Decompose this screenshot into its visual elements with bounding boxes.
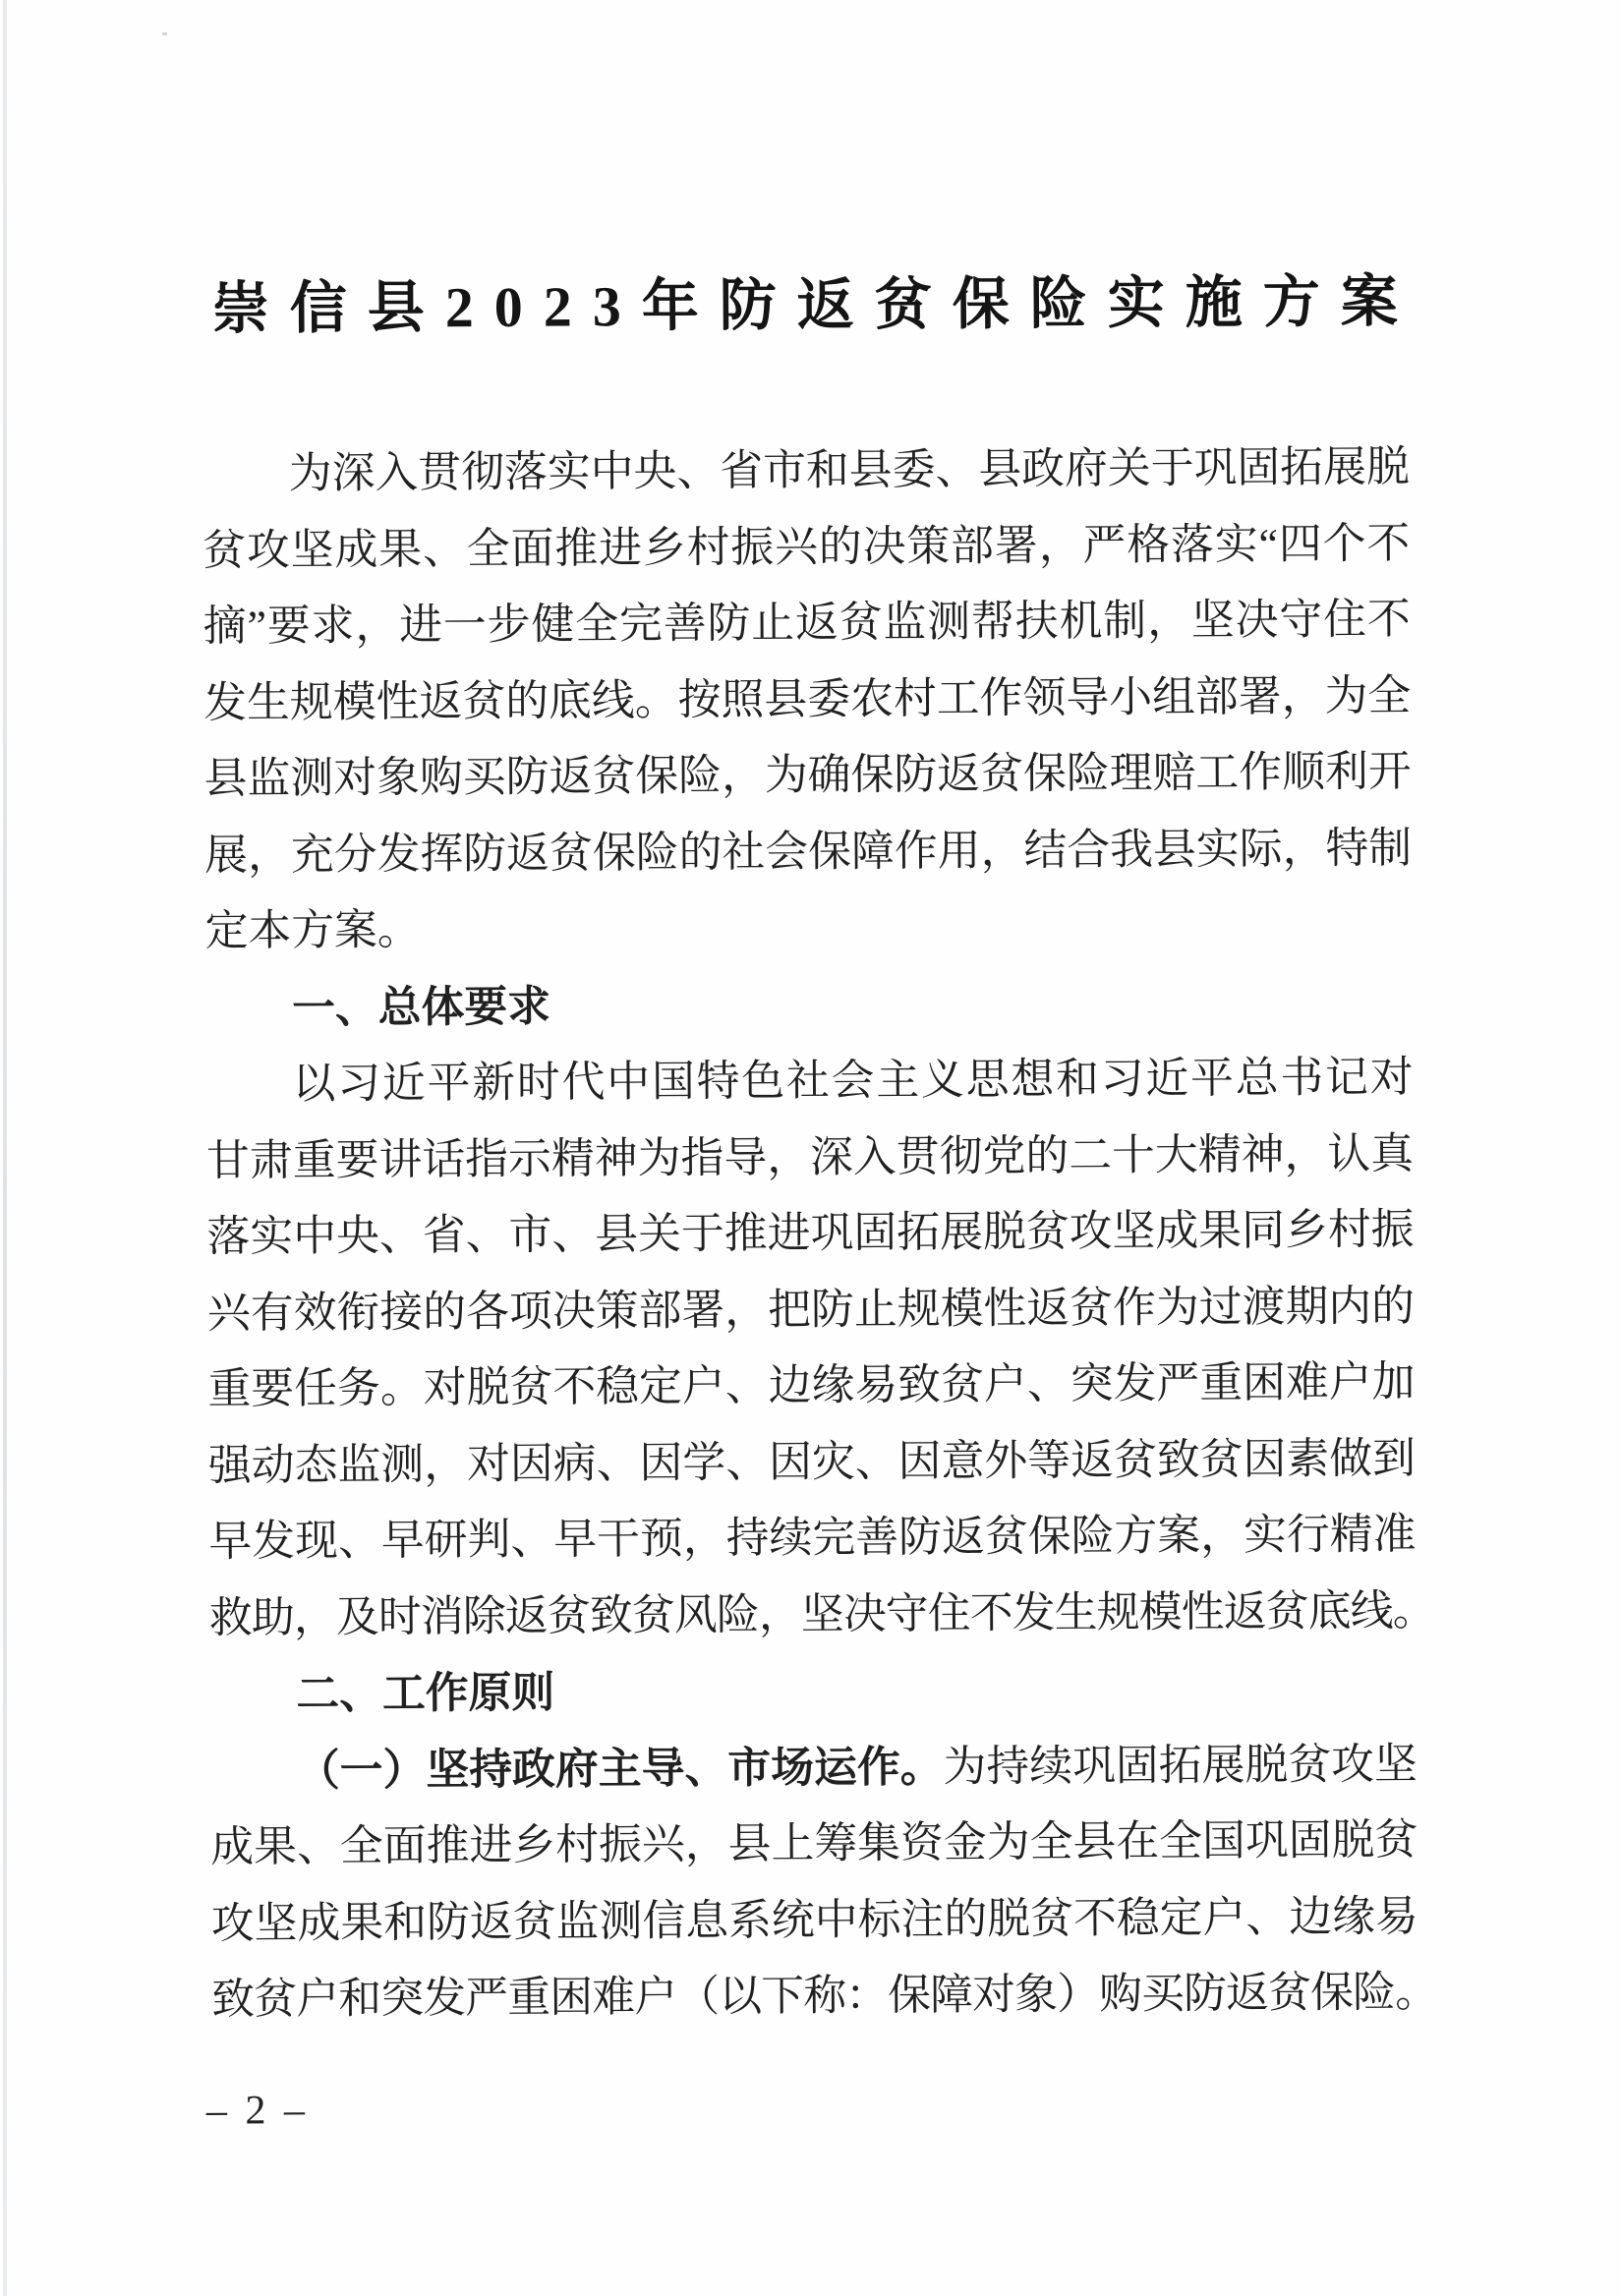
page-number: – 2 –: [205, 2088, 310, 2134]
text-line: [203, 734, 1411, 818]
text-line: [208, 1574, 1435, 1657]
text-line: [210, 1803, 1418, 1886]
text-line: [208, 1497, 1416, 1580]
text-line: [210, 1727, 1418, 1810]
document-body: [202, 430, 1438, 2038]
text-run: 早发现、早研判、早干预，持续完善防返贫保险方案，实行精准: [208, 1511, 1417, 1566]
text-line: [211, 1879, 1418, 1963]
text-line: [206, 1117, 1414, 1200]
text-run: 兴有效衔接的各项决策部署，把防止规模性返贫作为过渡期内的: [206, 1282, 1416, 1338]
text-line: [208, 1421, 1416, 1505]
text-run: 甘肃重要讲话指示精神为指导，深入贯彻党的二十大精神，认真: [205, 1129, 1415, 1185]
text-line: [205, 1040, 1413, 1123]
text-line: [211, 1955, 1438, 2038]
document-title: 崇信县2023年防返贫保险实施方案: [211, 269, 1418, 341]
text-run: 贫攻坚成果、全面推进乡村振兴的决策部署，严格落实“四个不: [202, 519, 1411, 575]
emphasized-text-run: （一）坚持政府主导、市场运作。: [296, 1743, 944, 1795]
text-line: [202, 506, 1410, 590]
text-line: [202, 430, 1410, 513]
text-line: [203, 582, 1411, 665]
text-line: [206, 1192, 1414, 1276]
text-run: 致贫户和突发严重困难户（以下称：保障对象）购买防返贫保险。: [211, 1969, 1438, 2024]
emphasized-text-run: 一、总体要求: [291, 982, 551, 1032]
text-line: [204, 811, 1412, 894]
text-run: 定本方案。: [204, 906, 421, 955]
text-run: 救助，及时消除返贫致贫风险，坚决守住不发生规模性返贫底线。: [208, 1586, 1435, 1642]
text-line: [203, 659, 1411, 742]
emphasized-text-run: 二、工作原则: [296, 1668, 555, 1719]
text-run: 展，充分发挥防返贫保险的社会保障作用，结合我县实际，特制: [204, 824, 1413, 880]
text-line: [204, 887, 1412, 970]
text-run: 县监测对象购买防返贫保险，为确保防返贫保险理赔工作顺利开: [203, 748, 1412, 803]
text-run: 以习近平新时代中国特色社会主义思想和习近平总书记对: [292, 1054, 1414, 1109]
text-line: [207, 1345, 1415, 1428]
text-run: 落实中央、省、市、县关于推进巩固拓展脱贫攻坚成果同乡村振: [206, 1206, 1415, 1261]
text-run: 摘”要求，进一步健全完善防止返贫监测帮扶机制，坚决守住不: [202, 596, 1411, 651]
heading-line: [205, 963, 1413, 1048]
text-run: 成果、全面推进乡村振兴，县上筹集资金为全县在全国巩固脱贫: [210, 1816, 1418, 1871]
text-run: 强动态监测，对因病、因学、因灾、因意外等返贫致贫因素做到: [207, 1434, 1417, 1490]
heading-line: [209, 1649, 1417, 1734]
text-run: 为持续巩固拓展脱贫攻坚: [943, 1740, 1418, 1791]
text-run: 重要任务。对脱贫不稳定户、边缘易致贫户、突发严重困难户加: [207, 1358, 1416, 1413]
text-line: [207, 1269, 1415, 1352]
text-run: 攻坚成果和防返贫监测信息系统中标注的脱贫不稳定户、边缘易: [210, 1892, 1418, 1948]
text-run: 为深入贯彻落实中央、省市和县委、县政府关于巩固拓展脱: [288, 443, 1410, 498]
text-run: 发生规模性返贫的底线。按照县委农村工作领导小组部署，为全: [203, 671, 1412, 727]
